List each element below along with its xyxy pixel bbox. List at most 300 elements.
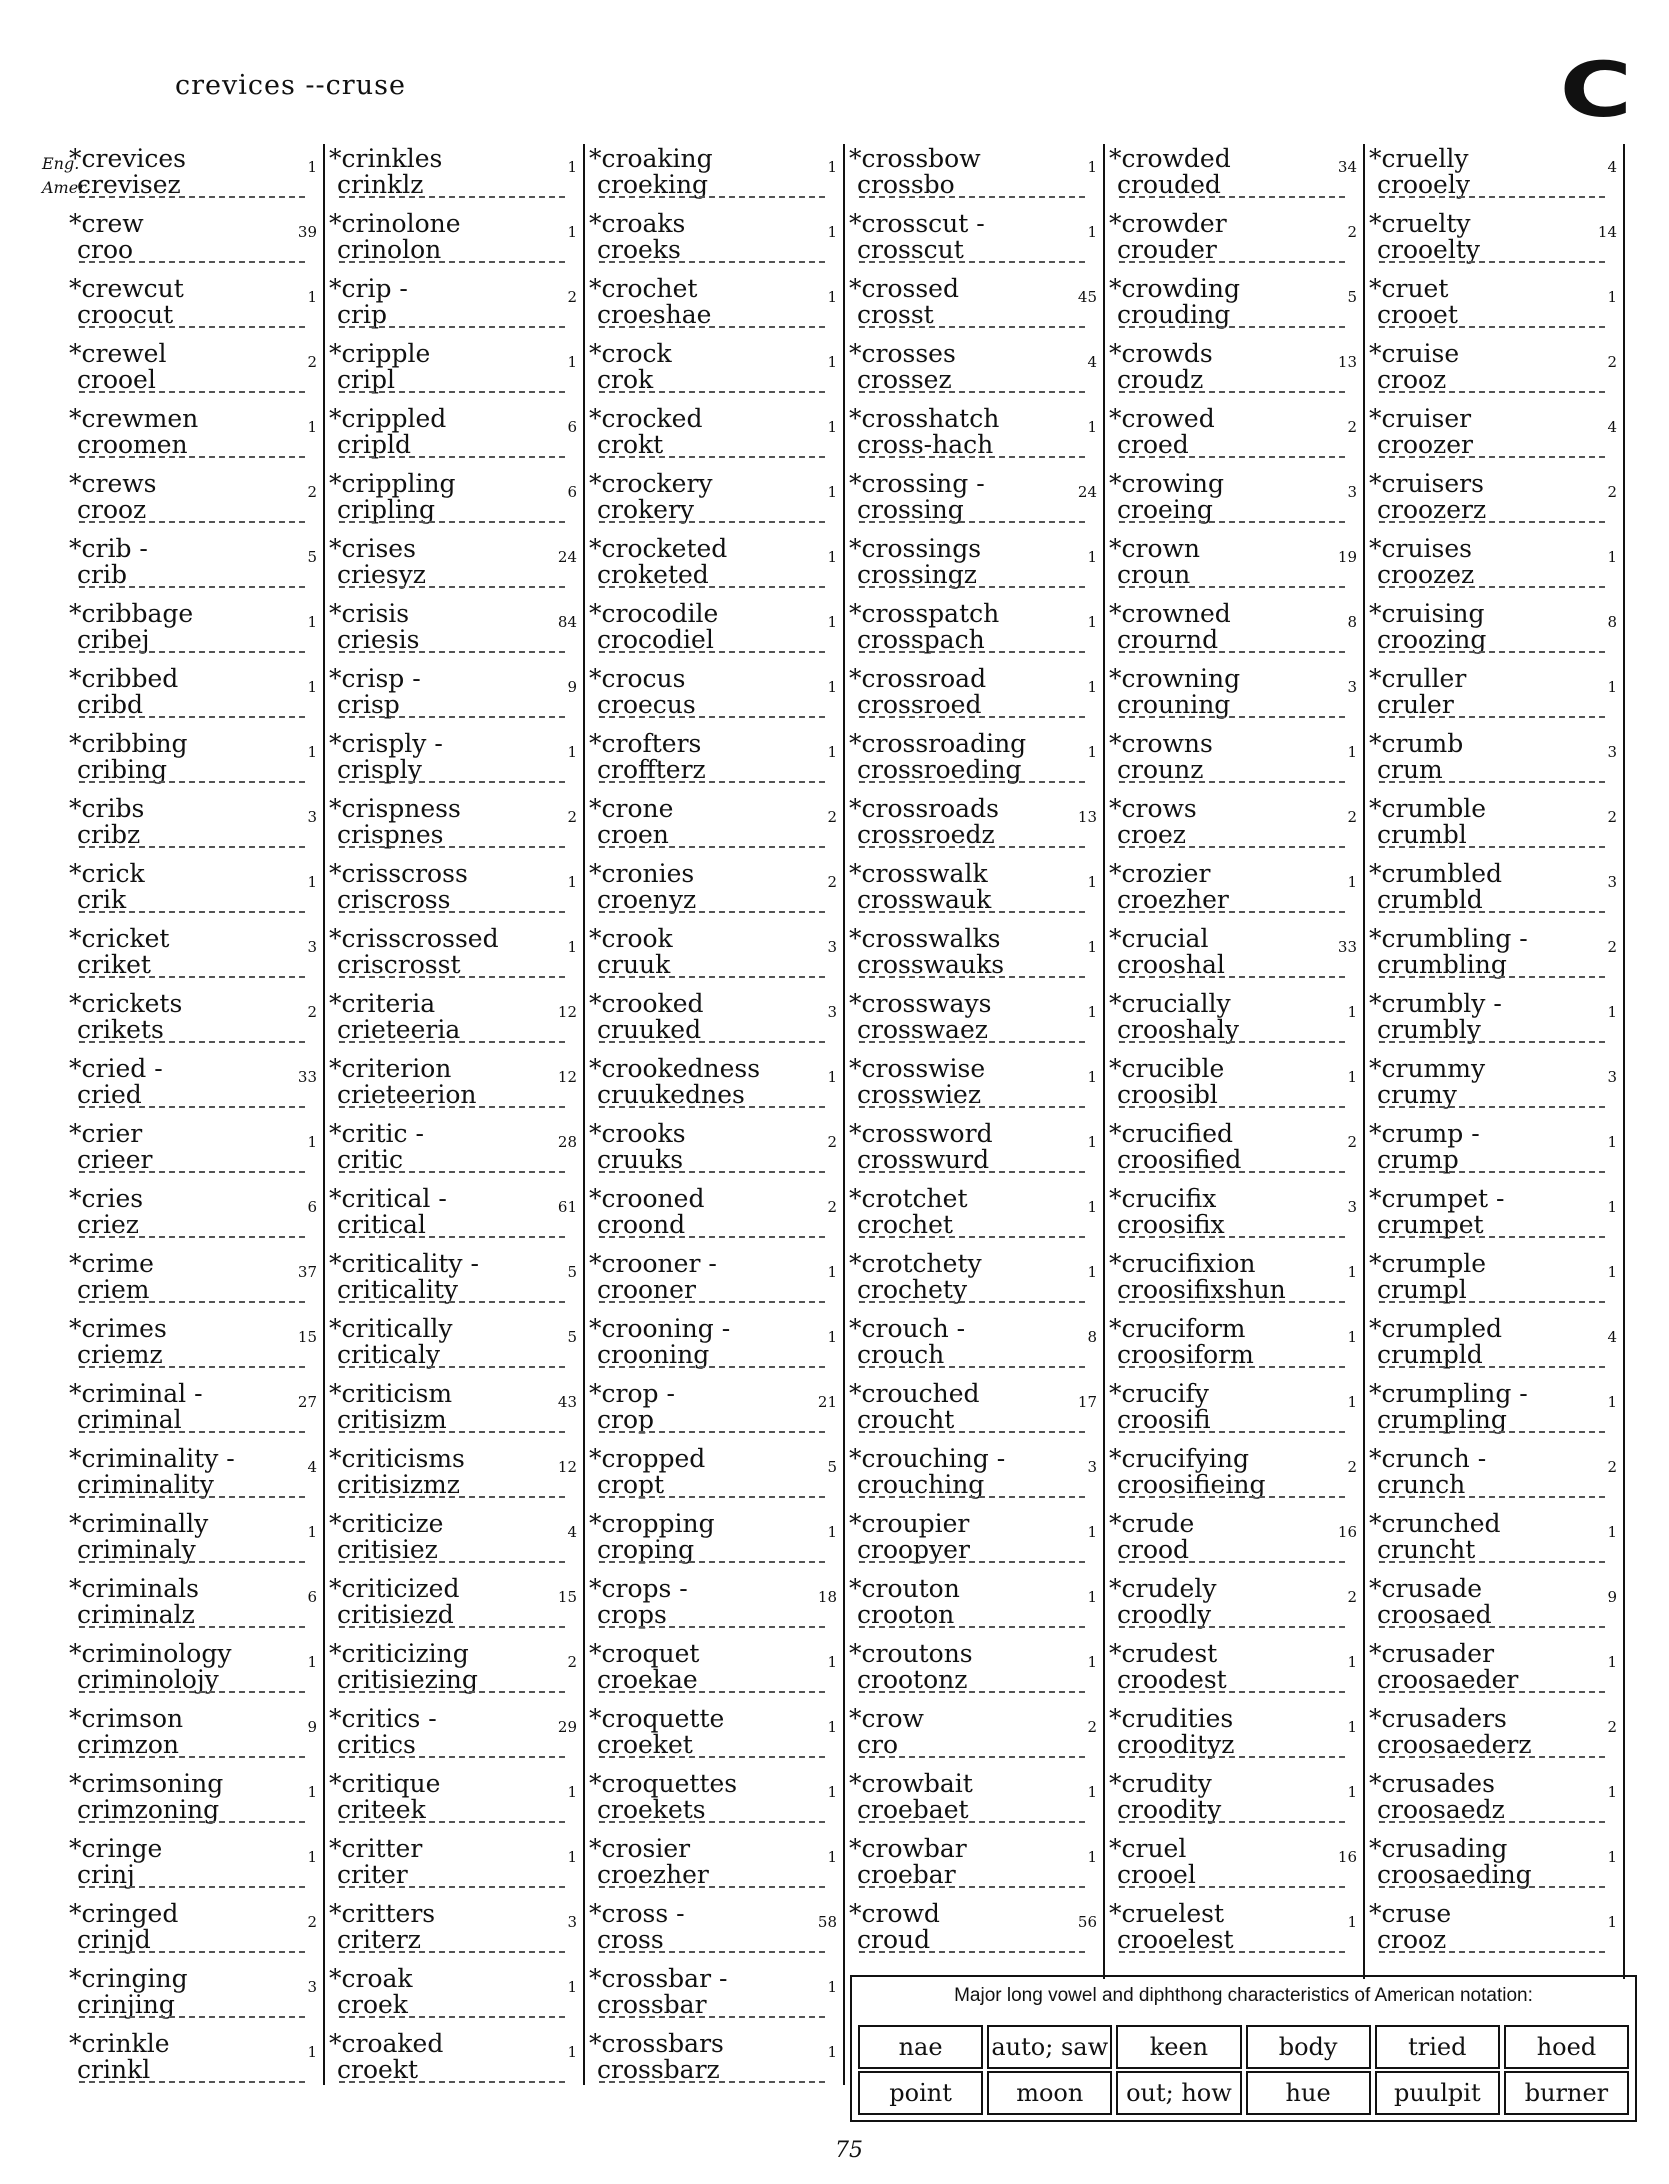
entry-spelling: croezher bbox=[597, 1860, 709, 1889]
entry-leader-line bbox=[339, 1431, 565, 1433]
entry-spelling: cruuk bbox=[597, 950, 671, 979]
dictionary-entry bbox=[65, 729, 315, 794]
entry-count: 1 bbox=[307, 613, 317, 631]
entry-leader-line bbox=[1379, 326, 1605, 328]
entry-leader-line bbox=[79, 1756, 305, 1758]
notation-row-2 bbox=[856, 2071, 1631, 2115]
entry-leader-line bbox=[79, 1106, 305, 1108]
entry-word: *crowded bbox=[1109, 144, 1231, 173]
entry-count: 1 bbox=[1087, 1653, 1097, 1671]
entry-leader-line bbox=[859, 911, 1085, 913]
entry-spelling: cro bbox=[857, 1730, 899, 1759]
entry-count: 1 bbox=[567, 1783, 577, 1801]
entry-count: 15 bbox=[297, 1328, 317, 1346]
entry-leader-line bbox=[1379, 261, 1605, 263]
dictionary-entry bbox=[845, 859, 1095, 924]
entry-word: *crochet bbox=[589, 274, 698, 303]
entry-spelling: croffterz bbox=[597, 755, 706, 784]
entry-spelling: criket bbox=[77, 950, 151, 979]
entry-leader-line bbox=[79, 1431, 305, 1433]
entry-word: *critic - bbox=[329, 1119, 424, 1148]
entry-count: 1 bbox=[827, 223, 837, 241]
entry-count: 1 bbox=[1607, 678, 1617, 696]
dictionary-entry bbox=[585, 1379, 835, 1444]
entry-count: 45 bbox=[1077, 288, 1097, 306]
entry-count: 1 bbox=[1087, 1848, 1097, 1866]
entry-leader-line bbox=[339, 1236, 565, 1238]
entry-count: 24 bbox=[557, 548, 577, 566]
entry-spelling: crosscut bbox=[857, 235, 964, 264]
entry-count: 1 bbox=[1607, 1003, 1617, 1021]
entry-word: *cruise bbox=[1369, 339, 1460, 368]
entry-spelling: crinklz bbox=[337, 170, 424, 199]
entry-leader-line bbox=[1119, 326, 1345, 328]
entry-count: 3 bbox=[307, 808, 317, 826]
entry-spelling: croosaederz bbox=[1377, 1730, 1532, 1759]
section-letter: C bbox=[1559, 45, 1633, 134]
dictionary-entry bbox=[1105, 989, 1355, 1054]
entry-count: 4 bbox=[1607, 158, 1617, 176]
entry-word: *cruiser bbox=[1369, 404, 1472, 433]
entry-word: *cringing bbox=[69, 1964, 188, 1993]
entry-spelling: crik bbox=[77, 885, 127, 914]
dictionary-entry bbox=[1105, 1509, 1355, 1574]
entry-spelling: crooner bbox=[597, 1275, 696, 1304]
entry-word: *crossbar - bbox=[589, 1964, 728, 1993]
dictionary-entry bbox=[325, 339, 575, 404]
entry-spelling: cruuked bbox=[597, 1015, 702, 1044]
entry-count: 1 bbox=[1347, 1783, 1357, 1801]
entry-count: 21 bbox=[817, 1393, 837, 1411]
column-5 bbox=[1105, 144, 1365, 1979]
entry-word: *crewcut bbox=[69, 274, 184, 303]
entry-leader-line bbox=[1119, 1366, 1345, 1368]
entry-count: 2 bbox=[1347, 418, 1357, 436]
entry-leader-line bbox=[1119, 911, 1345, 913]
dictionary-entry bbox=[325, 989, 575, 1054]
entry-word: *cruciform bbox=[1109, 1314, 1246, 1343]
entry-count: 3 bbox=[1607, 873, 1617, 891]
dictionary-entry bbox=[65, 1834, 315, 1899]
entry-spelling: croodly bbox=[1117, 1600, 1212, 1629]
entry-count: 3 bbox=[1607, 1068, 1617, 1086]
entry-count: 8 bbox=[1087, 1328, 1097, 1346]
entry-count: 1 bbox=[307, 1133, 317, 1151]
entry-count: 1 bbox=[1087, 678, 1097, 696]
entry-word: *crop - bbox=[589, 1379, 675, 1408]
dictionary-entry bbox=[65, 1119, 315, 1184]
dictionary-entry bbox=[845, 404, 1095, 469]
entry-spelling: croeket bbox=[597, 1730, 693, 1759]
entry-word: *crisscross bbox=[329, 859, 468, 888]
dictionary-entry bbox=[585, 534, 835, 599]
dictionary-entry bbox=[1365, 209, 1615, 274]
entry-word: *crusade bbox=[1369, 1574, 1483, 1603]
entry-leader-line bbox=[79, 781, 305, 783]
entry-count: 1 bbox=[827, 1783, 837, 1801]
entry-count: 2 bbox=[1347, 1588, 1357, 1606]
entry-leader-line bbox=[599, 1106, 825, 1108]
notation-keyword: keen bbox=[1116, 2025, 1241, 2069]
dictionary-entry bbox=[1365, 664, 1615, 729]
entry-spelling: crum bbox=[1377, 755, 1443, 784]
entry-leader-line bbox=[79, 1951, 305, 1953]
entry-word: *crudest bbox=[1109, 1639, 1218, 1668]
entry-leader-line bbox=[859, 1236, 1085, 1238]
entry-spelling: crooz bbox=[77, 495, 147, 524]
entry-word: *crummy bbox=[1369, 1054, 1486, 1083]
entry-count: 58 bbox=[817, 1913, 837, 1931]
entry-word: *cringed bbox=[69, 1899, 179, 1928]
entry-count: 1 bbox=[1607, 548, 1617, 566]
entry-spelling: crumbl bbox=[1377, 820, 1467, 849]
entry-spelling: criteek bbox=[337, 1795, 426, 1824]
entry-leader-line bbox=[339, 2016, 565, 2018]
entry-count: 2 bbox=[1087, 1718, 1097, 1736]
entry-count: 2 bbox=[827, 1198, 837, 1216]
entry-word: *cricket bbox=[69, 924, 170, 953]
entry-spelling: criter bbox=[337, 1860, 408, 1889]
entry-count: 2 bbox=[1347, 1458, 1357, 1476]
entry-leader-line bbox=[1379, 1561, 1605, 1563]
entry-spelling: croping bbox=[597, 1535, 695, 1564]
entry-word: *cruelly bbox=[1369, 144, 1469, 173]
dictionary-entry bbox=[1365, 599, 1615, 664]
entry-spelling: crooet bbox=[1377, 300, 1458, 329]
notation-keyword: body bbox=[1246, 2025, 1371, 2069]
dictionary-entry bbox=[1365, 1704, 1615, 1769]
entry-word: *crucial bbox=[1109, 924, 1209, 953]
entry-leader-line bbox=[859, 1496, 1085, 1498]
entry-count: 16 bbox=[1337, 1523, 1357, 1541]
entry-spelling: crossbar bbox=[597, 1990, 707, 2019]
entry-leader-line bbox=[339, 716, 565, 718]
entry-word: *cruisers bbox=[1369, 469, 1484, 498]
dictionary-entry bbox=[1105, 1769, 1355, 1834]
entry-leader-line bbox=[599, 1886, 825, 1888]
entry-leader-line bbox=[859, 521, 1085, 523]
entry-leader-line bbox=[599, 1626, 825, 1628]
entry-leader-line bbox=[599, 1171, 825, 1173]
entry-spelling: crouching bbox=[857, 1470, 985, 1499]
entry-spelling: croekets bbox=[597, 1795, 706, 1824]
entry-spelling: crosst bbox=[857, 300, 934, 329]
entry-spelling: crooshal bbox=[1117, 950, 1225, 979]
entry-spelling: croebaet bbox=[857, 1795, 969, 1824]
entry-spelling: crosswiez bbox=[857, 1080, 982, 1109]
entry-count: 12 bbox=[557, 1003, 577, 1021]
page-number: 75 bbox=[835, 2138, 863, 2163]
entry-leader-line bbox=[1119, 521, 1345, 523]
entry-count: 4 bbox=[307, 1458, 317, 1476]
entry-leader-line bbox=[339, 1951, 565, 1953]
entry-spelling: crooz bbox=[1377, 365, 1447, 394]
entry-spelling: crounz bbox=[1117, 755, 1204, 784]
entry-leader-line bbox=[339, 586, 565, 588]
entry-word: *criticizing bbox=[329, 1639, 469, 1668]
entry-word: *crotchet bbox=[849, 1184, 968, 1213]
dictionary-entry bbox=[1105, 1574, 1355, 1639]
entry-leader-line bbox=[599, 2016, 825, 2018]
entry-count: 1 bbox=[827, 1718, 837, 1736]
entry-word: *crumpet - bbox=[1369, 1184, 1505, 1213]
entry-leader-line bbox=[1379, 1951, 1605, 1953]
entry-word: *crumple bbox=[1369, 1249, 1487, 1278]
entry-leader-line bbox=[339, 1106, 565, 1108]
dictionary-entry bbox=[1105, 1249, 1355, 1314]
entry-spelling: croeks bbox=[597, 235, 681, 264]
entry-word: *crowning bbox=[1109, 664, 1241, 693]
entry-count: 2 bbox=[827, 873, 837, 891]
entry-leader-line bbox=[1379, 1301, 1605, 1303]
entry-count: 3 bbox=[1087, 1458, 1097, 1476]
entry-spelling: croun bbox=[1117, 560, 1191, 589]
dictionary-entry bbox=[1105, 1184, 1355, 1249]
entry-leader-line bbox=[1379, 781, 1605, 783]
entry-count: 1 bbox=[307, 743, 317, 761]
entry-count: 1 bbox=[1607, 1263, 1617, 1281]
entry-word: *crowed bbox=[1109, 404, 1215, 433]
entry-word: *criticism bbox=[329, 1379, 453, 1408]
entry-word: *crocketed bbox=[589, 534, 728, 563]
notation-row-1 bbox=[856, 2025, 1631, 2069]
entry-leader-line bbox=[1119, 1951, 1345, 1953]
entry-spelling: criticality bbox=[337, 1275, 459, 1304]
entry-count: 1 bbox=[1347, 1653, 1357, 1671]
entry-spelling: croosifixshun bbox=[1117, 1275, 1286, 1304]
entry-leader-line bbox=[599, 1821, 825, 1823]
dictionary-entry bbox=[325, 469, 575, 534]
entry-spelling: crosswurd bbox=[857, 1145, 990, 1174]
entry-spelling: croodity bbox=[1117, 1795, 1222, 1824]
entry-leader-line bbox=[339, 196, 565, 198]
entry-count: 1 bbox=[1607, 1913, 1617, 1931]
entry-count: 3 bbox=[307, 1978, 317, 1996]
entry-word: *crudely bbox=[1109, 1574, 1217, 1603]
dictionary-entry bbox=[1365, 1379, 1615, 1444]
entry-leader-line bbox=[339, 1626, 565, 1628]
entry-word: *crises bbox=[329, 534, 416, 563]
entry-word: *crisply - bbox=[329, 729, 443, 758]
entry-word: *cruller bbox=[1369, 664, 1467, 693]
entry-spelling: crumy bbox=[1377, 1080, 1457, 1109]
entry-leader-line bbox=[1119, 976, 1345, 978]
dictionary-entry bbox=[65, 209, 315, 274]
dictionary-entry bbox=[1105, 469, 1355, 534]
entry-spelling: crouding bbox=[1117, 300, 1231, 329]
entry-count: 1 bbox=[1347, 1328, 1357, 1346]
entry-spelling: crooelest bbox=[1117, 1925, 1234, 1954]
entry-spelling: crumpling bbox=[1377, 1405, 1507, 1434]
entry-word: *crock bbox=[589, 339, 672, 368]
entry-count: 1 bbox=[307, 1783, 317, 1801]
entry-word: *cropping bbox=[589, 1509, 715, 1538]
entry-spelling: crops bbox=[597, 1600, 667, 1629]
entry-leader-line bbox=[1379, 456, 1605, 458]
entry-leader-line bbox=[79, 651, 305, 653]
dictionary-entry bbox=[65, 404, 315, 469]
entry-spelling: croen bbox=[597, 820, 669, 849]
dictionary-entry bbox=[325, 1509, 575, 1574]
dictionary-entry bbox=[845, 1119, 1095, 1184]
entry-leader-line bbox=[859, 326, 1085, 328]
dictionary-entry bbox=[1105, 1119, 1355, 1184]
entry-count: 3 bbox=[1347, 678, 1357, 696]
entry-spelling: cruler bbox=[1377, 690, 1454, 719]
entry-spelling: crossbarz bbox=[597, 2055, 720, 2084]
dictionary-entry bbox=[65, 1574, 315, 1639]
dictionary-entry bbox=[845, 1249, 1095, 1314]
dictionary-entry bbox=[1365, 1509, 1615, 1574]
entry-count: 9 bbox=[1607, 1588, 1617, 1606]
entry-spelling: criscross bbox=[337, 885, 451, 914]
entry-spelling: critisiez bbox=[337, 1535, 438, 1564]
notation-keyword: hoed bbox=[1504, 2025, 1629, 2069]
entry-word: *cruelty bbox=[1369, 209, 1471, 238]
entry-word: *croaking bbox=[589, 144, 713, 173]
entry-word: *crooner - bbox=[589, 1249, 717, 1278]
entry-spelling: criesis bbox=[337, 625, 420, 654]
entry-count: 1 bbox=[1347, 873, 1357, 891]
entry-word: *crevices bbox=[69, 144, 186, 173]
entry-spelling: crosswauk bbox=[857, 885, 992, 914]
entry-spelling: cribz bbox=[77, 820, 141, 849]
entry-spelling: crooning bbox=[597, 1340, 710, 1369]
entry-leader-line bbox=[79, 391, 305, 393]
dictionary-entry bbox=[65, 1314, 315, 1379]
entry-leader-line bbox=[1119, 1691, 1345, 1693]
entry-word: *cringe bbox=[69, 1834, 163, 1863]
entry-spelling: croketed bbox=[597, 560, 709, 589]
dictionary-entry bbox=[65, 274, 315, 339]
entry-count: 2 bbox=[567, 1653, 577, 1671]
entry-word: *crisp - bbox=[329, 664, 421, 693]
entry-spelling: cribing bbox=[77, 755, 168, 784]
entry-word: *croak bbox=[329, 1964, 413, 1993]
entry-leader-line bbox=[1119, 1301, 1345, 1303]
entry-spelling: croenyz bbox=[597, 885, 697, 914]
dictionary-entry bbox=[585, 1444, 835, 1509]
entry-count: 1 bbox=[307, 678, 317, 696]
entry-count: 1 bbox=[1607, 1523, 1617, 1541]
entry-word: *croupier bbox=[849, 1509, 970, 1538]
entry-word: *cross - bbox=[589, 1899, 685, 1928]
entry-leader-line bbox=[1119, 1106, 1345, 1108]
entry-spelling: crochet bbox=[857, 1210, 953, 1239]
entry-word: *croquet bbox=[589, 1639, 700, 1668]
entry-leader-line bbox=[79, 1561, 305, 1563]
entry-spelling: cripling bbox=[337, 495, 436, 524]
entry-leader-line bbox=[1119, 1041, 1345, 1043]
entry-leader-line bbox=[79, 261, 305, 263]
entry-leader-line bbox=[339, 456, 565, 458]
notation-keyword: puulpit bbox=[1375, 2071, 1500, 2115]
entry-spelling: cruukednes bbox=[597, 1080, 745, 1109]
entry-leader-line bbox=[859, 1691, 1085, 1693]
entry-leader-line bbox=[1119, 781, 1345, 783]
entry-spelling: croo bbox=[77, 235, 134, 264]
entry-count: 2 bbox=[307, 1003, 317, 1021]
dictionary-entry bbox=[1105, 794, 1355, 859]
entry-spelling: crinjing bbox=[77, 1990, 175, 2019]
entry-spelling: criminal bbox=[77, 1405, 182, 1434]
entry-spelling: cried bbox=[77, 1080, 142, 1109]
entry-count: 1 bbox=[1087, 223, 1097, 241]
entry-word: *crickets bbox=[69, 989, 183, 1018]
notation-keyword: out; how bbox=[1116, 2071, 1241, 2115]
entry-word: *cruet bbox=[1369, 274, 1449, 303]
entry-word: *crowing bbox=[1109, 469, 1225, 498]
dictionary-entry bbox=[845, 144, 1095, 209]
entry-count: 1 bbox=[1087, 1133, 1097, 1151]
entry-word: *critter bbox=[329, 1834, 423, 1863]
dictionary-entry bbox=[585, 1119, 835, 1184]
entry-spelling: crikets bbox=[77, 1015, 164, 1044]
entry-word: *crime bbox=[69, 1249, 154, 1278]
entry-spelling: croosifix bbox=[1117, 1210, 1225, 1239]
entry-spelling: crokt bbox=[597, 430, 664, 459]
dictionary-entry bbox=[845, 1834, 1095, 1899]
entry-leader-line bbox=[599, 1691, 825, 1693]
dictionary-entry bbox=[585, 1249, 835, 1314]
entry-leader-line bbox=[339, 1886, 565, 1888]
entry-spelling: crumpet bbox=[1377, 1210, 1484, 1239]
entry-count: 9 bbox=[307, 1718, 317, 1736]
entry-count: 6 bbox=[567, 483, 577, 501]
entry-spelling: criem bbox=[77, 1275, 150, 1304]
entry-leader-line bbox=[599, 1951, 825, 1953]
entry-count: 1 bbox=[827, 743, 837, 761]
dictionary-entry bbox=[845, 1509, 1095, 1574]
dictionary-entry bbox=[1105, 729, 1355, 794]
dictionary-entry bbox=[845, 1574, 1095, 1639]
entry-spelling: crootonz bbox=[857, 1665, 968, 1694]
entry-word: *cruising bbox=[1369, 599, 1485, 628]
entry-word: *croaked bbox=[329, 2029, 444, 2058]
entry-spelling: crinjd bbox=[77, 1925, 151, 1954]
entry-count: 1 bbox=[1087, 1198, 1097, 1216]
entry-count: 1 bbox=[1087, 1003, 1097, 1021]
entry-spelling: crossing bbox=[857, 495, 964, 524]
entry-leader-line bbox=[599, 261, 825, 263]
entry-leader-line bbox=[859, 1886, 1085, 1888]
notation-keyword: auto; saw bbox=[987, 2025, 1112, 2069]
entry-spelling: crosswaez bbox=[857, 1015, 988, 1044]
entry-spelling: crump bbox=[1377, 1145, 1459, 1174]
entry-count: 2 bbox=[1347, 1133, 1357, 1151]
entry-word: *crookedness bbox=[589, 1054, 761, 1083]
entry-leader-line bbox=[79, 1236, 305, 1238]
entry-word: *crumb bbox=[1369, 729, 1464, 758]
entry-count: 1 bbox=[827, 613, 837, 631]
dictionary-entry bbox=[585, 1574, 835, 1639]
entry-count: 43 bbox=[557, 1393, 577, 1411]
entry-count: 2 bbox=[307, 1913, 317, 1931]
entry-count: 28 bbox=[557, 1133, 577, 1151]
entry-leader-line bbox=[1119, 196, 1345, 198]
notation-keyword: tried bbox=[1375, 2025, 1500, 2069]
dictionary-entry bbox=[1105, 1379, 1355, 1444]
entry-count: 1 bbox=[1347, 1718, 1357, 1736]
entry-word: *crucifix bbox=[1109, 1184, 1217, 1213]
entry-count: 1 bbox=[307, 418, 317, 436]
dictionary-entry bbox=[845, 1184, 1095, 1249]
entry-count: 24 bbox=[1077, 483, 1097, 501]
entry-word: *crimes bbox=[69, 1314, 167, 1343]
entry-count: 1 bbox=[827, 418, 837, 436]
dictionary-entry bbox=[65, 1184, 315, 1249]
entry-count: 1 bbox=[1347, 1913, 1357, 1931]
